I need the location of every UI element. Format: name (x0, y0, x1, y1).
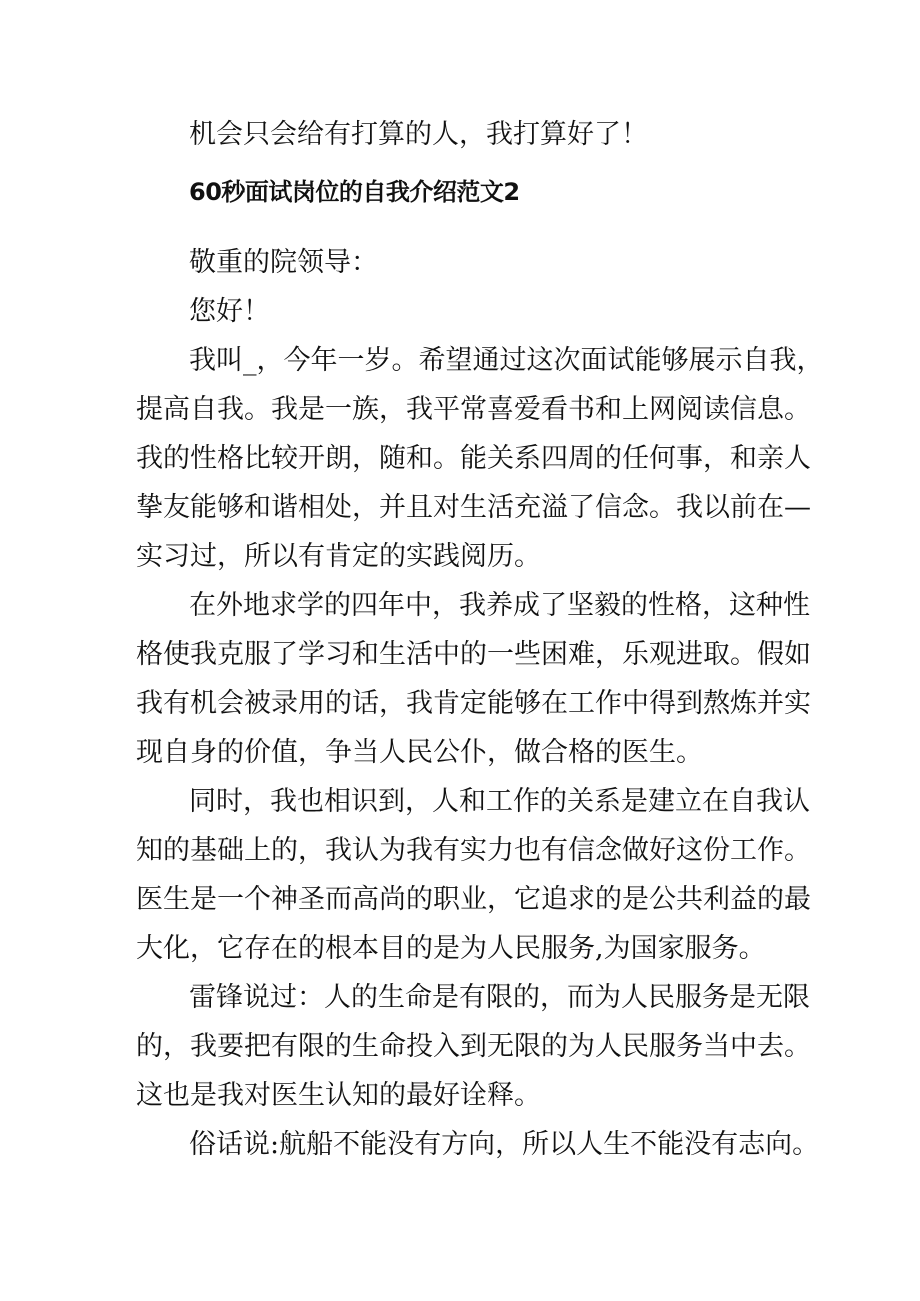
paragraph-3-line-3: 医生是一个神圣而高尚的职业，它追求的是公共利益的最 (136, 884, 811, 915)
paragraph-1-line-5: 实习过，所以有肯定的实践阅历。 (136, 541, 541, 572)
paragraph-3-line-2: 知的基础上的，我认为我有实力也有信念做好这份工作。 (136, 835, 811, 866)
opening-line: 机会只会给有打算的人，我打算好了！ (189, 119, 648, 150)
paragraph-5-line-1: 俗话说:航船不能没有方向，所以人生不能没有志向。 (189, 1129, 820, 1160)
greeting: 您好！ (189, 296, 270, 327)
salutation: 敬重的院领导： (189, 247, 378, 278)
paragraph-3-line-4: 大化，它存在的根本目的是为人民服务,为国家服务。 (136, 933, 766, 964)
paragraph-1-line-1: 我叫_，今年一岁。希望通过这次面试能够展示自我， (189, 345, 824, 376)
paragraph-2-line-3: 我有机会被录用的话，我肯定能够在工作中得到熬炼并实 (136, 688, 811, 719)
paragraph-2-line-1: 在外地求学的四年中，我养成了坚毅的性格，这种性 (189, 590, 810, 621)
paragraph-1-line-2: 提高自我。我是一族，我平常喜爱看书和上网阅读信息。 (136, 394, 811, 425)
paragraph-4-line-3: 这也是我对医生认知的最好诠释。 (136, 1080, 541, 1111)
paragraph-3-line-1: 同时，我也相识到，人和工作的关系是建立在自我认 (189, 786, 810, 817)
paragraph-1-line-4: 挚友能够和谐相处，并且对生活充溢了信念。我以前在— (136, 492, 811, 523)
paragraph-2-line-2: 格使我克服了学习和生活中的一些困难，乐观进取。假如 (136, 639, 811, 670)
section-heading: 60秒面试岗位的自我介绍范文2 (189, 178, 520, 206)
paragraph-1-line-3: 我的性格比较开朗，随和。能关系四周的任何事，和亲人 (136, 443, 811, 474)
paragraph-4-line-2: 的，我要把有限的生命投入到无限的为人民服务当中去。 (136, 1031, 811, 1062)
paragraph-4-line-1: 雷锋说过：人的生命是有限的，而为人民服务是无限 (189, 982, 810, 1013)
paragraph-2-line-4: 现自身的价值，争当人民公仆，做合格的医生。 (136, 737, 703, 768)
